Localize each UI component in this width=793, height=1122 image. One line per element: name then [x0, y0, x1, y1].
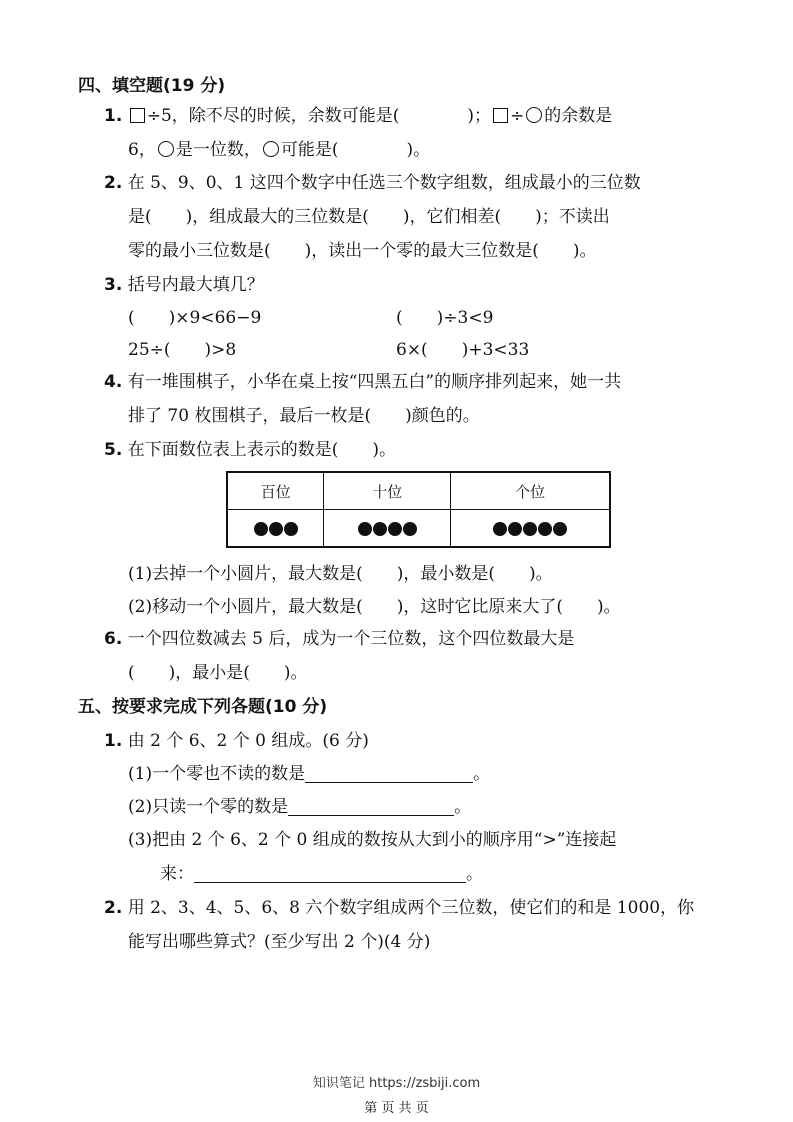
q1-line2-part-a: 6，: [128, 140, 156, 160]
q1-text-part-1: ÷5，除不尽的时候，余数可能是( )；: [146, 106, 492, 126]
q3-title: 括号内最大填几？: [127, 275, 264, 295]
q3-expression-3: 25÷( )>8: [128, 340, 237, 360]
answer-blank[interactable]: [194, 864, 466, 883]
counter-dot: [523, 522, 537, 536]
question-4-line-2: 排了 70 枚围棋子，最后一枚是( )颜色的。: [128, 406, 480, 426]
counter-dot: [254, 522, 268, 536]
s5-q1-subquestion-3-cont: [160, 862, 483, 886]
question-number: 4.: [104, 372, 123, 392]
s5-q1-s2-text: (2)只读一个零的数是: [128, 797, 289, 817]
q1-line2-part-b: 是一位数，: [175, 140, 261, 160]
period: 。: [473, 764, 491, 784]
counter-dot: [553, 522, 567, 536]
q5-subquestion-2: (2)移动一个小圆片，最大数是( )，这时它比原来大了( )。: [128, 597, 621, 617]
question-1-line-2: [128, 138, 430, 162]
question-5-line-1: [104, 438, 396, 462]
question-6-line-1: [104, 627, 574, 651]
s5-question-1-title: [104, 729, 369, 753]
section-5-title: 五、按要求完成下列各题(10 分): [78, 697, 328, 717]
square-box-icon: [130, 108, 145, 123]
question-2-line-2: 是( )，组成最大的三位数是( )，它们相差( )；不读出: [128, 207, 610, 227]
counter-dot: [358, 522, 372, 536]
question-number: 3.: [104, 275, 123, 295]
answer-blank[interactable]: [288, 797, 454, 816]
header-hundreds: 百位: [227, 472, 324, 510]
question-number: 2.: [104, 898, 123, 918]
q3-expression-4: 6×( )+3<33: [396, 340, 530, 360]
question-number: 1.: [104, 106, 123, 126]
counter-dot: [269, 522, 283, 536]
square-box-icon: [493, 108, 508, 123]
question-6-line-2: ( )，最小是( )。: [128, 663, 308, 683]
dots-hundreds: [227, 510, 324, 548]
question-number: 2.: [104, 173, 123, 193]
question-number: 6.: [104, 629, 123, 649]
q1-line2-part-c: 可能是( )。: [280, 140, 431, 160]
q2-text-1: 在 5、9、0、1 这四个数字中任选三个数字组数，组成最小的三位数: [127, 173, 641, 193]
question-2-line-3: 零的最小三位数是( )，读出一个零的最大三位数是( )。: [128, 241, 597, 261]
q5-subquestion-1: (1)去掉一个小圆片，最大数是( )，最小数是( )。: [128, 564, 553, 584]
s5-q1-subquestion-1: [128, 762, 490, 786]
header-tens: 十位: [324, 472, 451, 510]
counter-dot: [538, 522, 552, 536]
q5-text-1: 在下面数位表上表示的数是( )。: [127, 440, 396, 460]
place-value-table: [226, 471, 611, 548]
q4-text-1: 有一堆围棋子，小华在桌上按“四黑五白”的顺序排列起来，她一共: [127, 372, 622, 392]
header-ones: 个位: [451, 472, 610, 510]
s5-question-2-line-1: [104, 896, 694, 920]
s5-q1-title: 由 2 个 6、2 个 0 组成。(6 分): [127, 731, 369, 751]
question-1-line-1: [104, 104, 612, 128]
q6-text-1: 一个四位数减去 5 后，成为一个三位数，这个四位数最大是: [127, 629, 575, 649]
s5-q1-subquestion-2: [128, 795, 471, 819]
counter-dot: [388, 522, 402, 536]
circle-icon: [158, 141, 174, 157]
counter-dot: [373, 522, 387, 536]
question-3-line-1: [104, 273, 264, 297]
s5-question-2-line-2: 能写出哪些算式？(至少写出 2 个)(4 分): [128, 932, 431, 952]
dots-tens: [324, 510, 451, 548]
period: 。: [454, 797, 472, 817]
answer-blank[interactable]: [305, 764, 473, 783]
circle-icon: [526, 107, 542, 123]
circle-icon: [263, 141, 279, 157]
s5-q1-s3b-text: 来：: [160, 864, 194, 884]
q1-text-part-2: ÷: [510, 106, 525, 126]
section-4-title: 四、填空题(19 分): [78, 76, 226, 96]
s5-q1-s1-text: (1)一个零也不读的数是: [128, 764, 306, 784]
counter-dot: [284, 522, 298, 536]
counter-dot: [493, 522, 507, 536]
counter-dot: [403, 522, 417, 536]
page-number: 第 页 共 页: [364, 1101, 429, 1116]
dots-ones: [451, 510, 610, 548]
counter-dot: [508, 522, 522, 536]
period: 。: [466, 864, 483, 884]
s5-q1-subquestion-3: (3)把由 2 个 6、2 个 0 组成的数按从大到小的顺序用“>”连接起: [128, 830, 617, 850]
s5-q2-text-1: 用 2、3、4、5、6、8 六个数字组成两个三位数，使它们的和是 1000，你: [127, 898, 695, 918]
question-number: 5.: [104, 440, 123, 460]
q3-expression-1: ( )×9<66−9: [128, 308, 262, 328]
q3-expression-2: ( )÷3<9: [396, 308, 494, 328]
question-2-line-1: [104, 171, 641, 195]
q1-text-part-3: 的余数是: [544, 106, 613, 126]
question-number: 1.: [104, 731, 123, 751]
watermark: 知识笔记 https://zsbiji.com: [312, 1076, 481, 1091]
question-4-line-1: [104, 370, 621, 394]
